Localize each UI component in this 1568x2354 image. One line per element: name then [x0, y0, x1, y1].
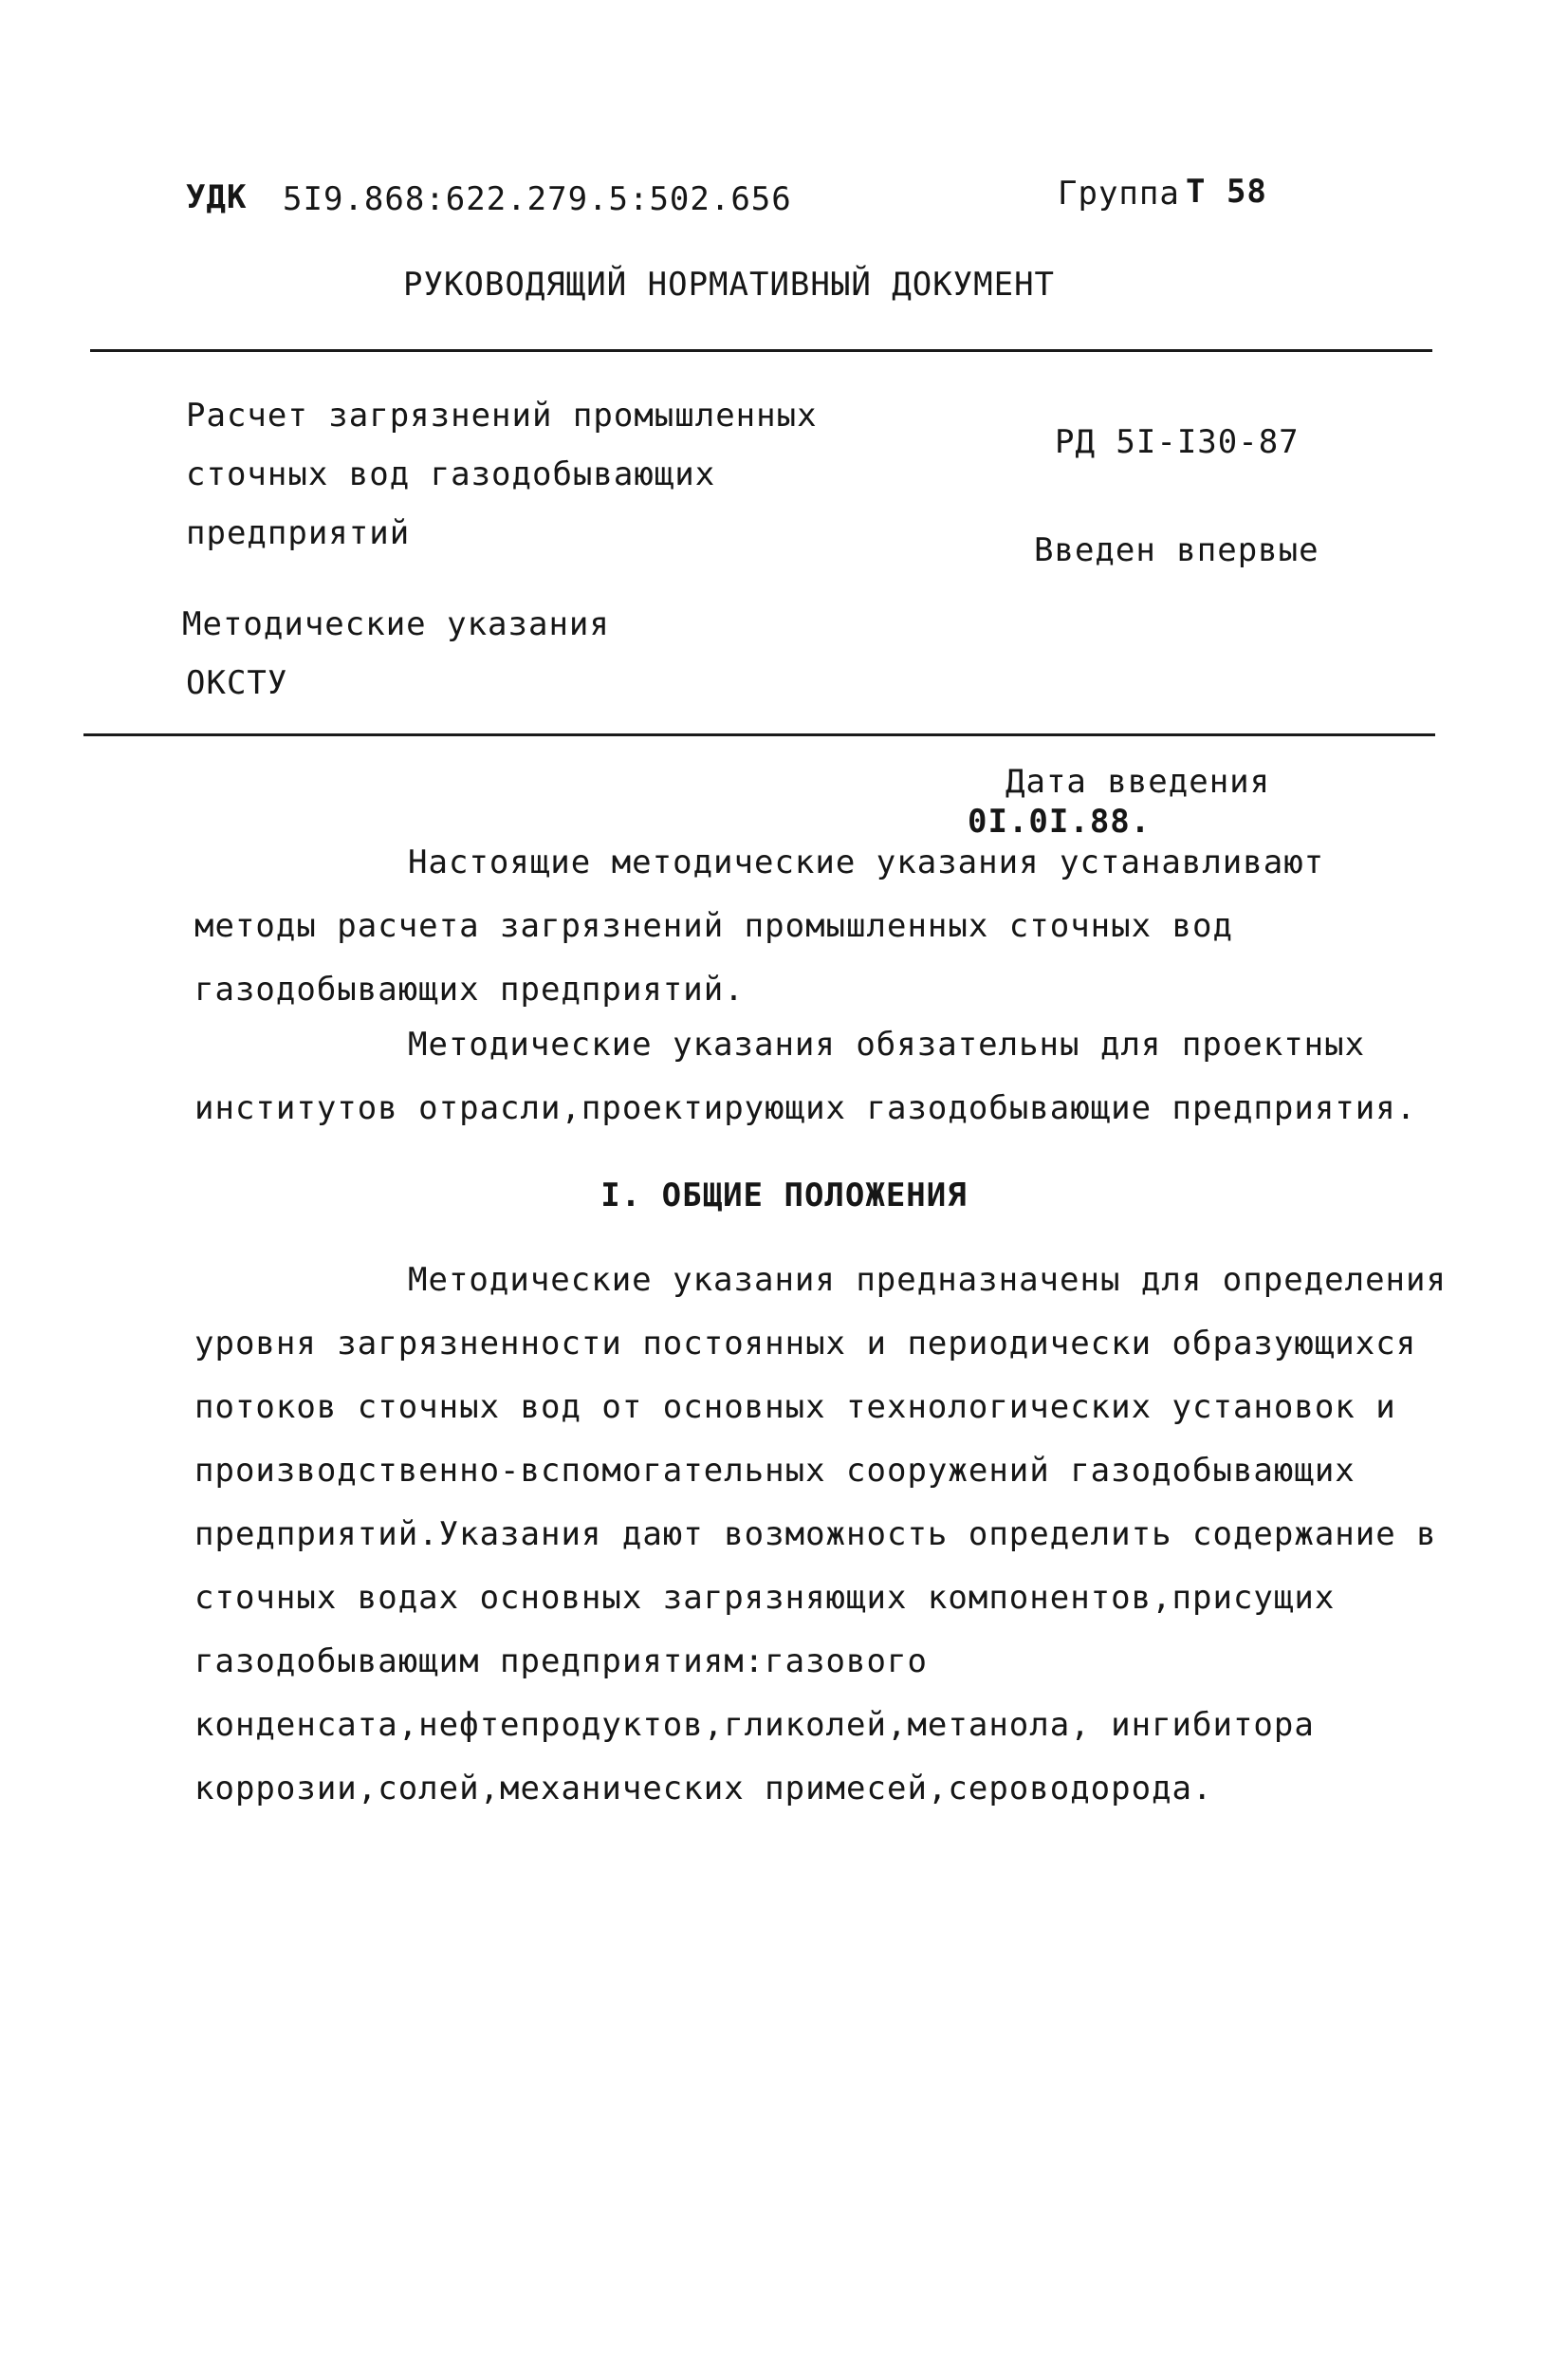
udk-code: 5I9.868:622.279.5:502.656	[283, 180, 792, 218]
title-line-1: Расчет загрязнений промышленных	[186, 397, 818, 435]
group-code: Т 58	[1186, 173, 1267, 211]
section-body-text: Методические указания предназначены для определения уровня загрязненности постоянных и периодически образующихся потоков сточных вод от основных технологических установок и производственно-вспомогательных сооружений газодобывающих предприятий.Указания дают возможность определить содержание в сточных водах основных загрязняющих компонентов,присущих газодобывающим предприятиям:газового конденсата,нефтепродуктов,гликолей,метанола, ингибитора коррозии,солей,механических примесей,сероводорода.	[194, 1261, 1447, 1807]
intro-paragraph-2-text: Методические указания обязательны для проектных институтов отрасли,проектирующих газодобывающие предприятия.	[194, 1026, 1417, 1127]
document-number: РД 5I-I30-87	[1055, 423, 1300, 461]
title-line-2: сточных вод газодобывающих	[186, 455, 716, 493]
document-subtitle: Методические указания	[182, 605, 610, 643]
okstu-label: ОКСТУ	[186, 664, 288, 702]
top-rule	[90, 349, 1432, 352]
intro-date-label: Дата введения	[1005, 763, 1271, 801]
document-type: РУКОВОДЯЩИЙ НОРМАТИВНЫЙ ДОКУМЕНТ	[403, 266, 1056, 304]
bottom-rule	[83, 733, 1435, 736]
intro-paragraph-2	[194, 1013, 1466, 1140]
section-title: I. ОБЩИЕ ПОЛОЖЕНИЯ	[600, 1177, 968, 1214]
document-status: Введен впервые	[1034, 531, 1319, 569]
intro-paragraph-1-text: Настоящие методические указания устанавливают методы расчета загрязнений промышленных сточных вод газодобывающих предприятий.	[194, 843, 1325, 1009]
intro-date-value: 0I.0I.88.	[968, 803, 1152, 841]
title-line-3: предприятий	[186, 514, 411, 552]
udk-label: УДК	[186, 178, 248, 216]
section-body	[194, 1249, 1466, 1821]
intro-paragraph-1	[194, 831, 1466, 1022]
group-label: Группа	[1058, 175, 1180, 213]
